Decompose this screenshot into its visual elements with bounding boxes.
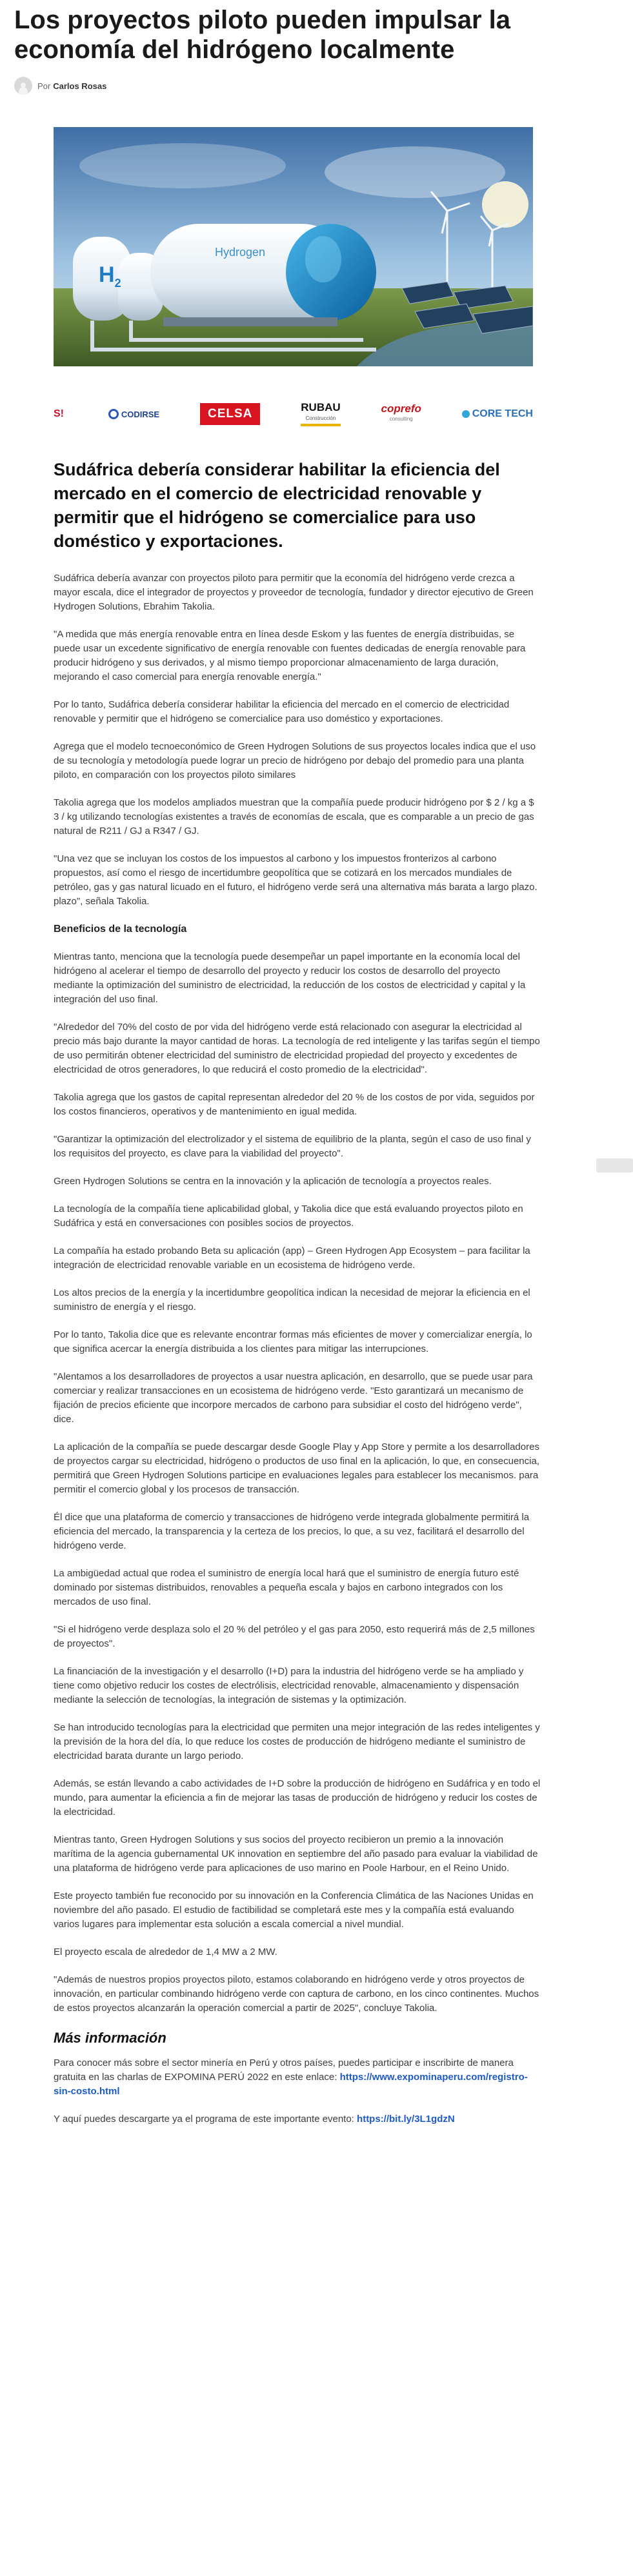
paragraph: Mientras tanto, Green Hydrogen Solutions y sus socios del proyecto recibieron un premio a la innovación marítima de la agencia gubernamental UK innovation en septiembre del año pasado para evaluar la viabilidad de una plataforma de hidrógeno verde para aplicaciones de uso marino en Poole Harbour, en el Reino Unido. — [54, 1834, 538, 1874]
paragraph: Green Hydrogen Solutions se centra en la innovación y la aplicación de tecnología a proyectos reales. — [54, 1176, 492, 1187]
section-heading: Beneficios de la tecnología — [54, 924, 187, 935]
paragraph: Takolia agrega que los modelos ampliados muestran que la compañía puede producir hidrógeno por $ 2 / kg a $ 3 / kg utilizando tecnologías existentes a través de economías de escala, que es comparable a un precio de gas natural de R211 / GJ a R347 / GJ. — [54, 797, 534, 837]
hero-image — [54, 127, 533, 366]
paragraph: "Además de nuestros propios proyectos piloto, estamos colaborando en hidrógeno verde y otros proyectos de innovación, en particular combinando hidrógeno verde con captura de carbono, en los cinco continentes. Muchos de estos proyectos alcanzarán la operación comercial a partir de 2025", concluye Takolia. — [54, 1974, 539, 2014]
hero-tank-label: Hydrogen — [215, 246, 266, 259]
paragraph: La aplicación de la compañía se puede descargar desde Google Play y App Store y permite a los desarrolladores de proyectos cargar su electricidad, hidrógeno o productos de uso final en la aplicación, lo que, en consecuencia, permitirá que Green Hydrogen Solutions participe en evaluaciones legales para establecer los mecanismos. para permitir el comercio global y los procesos de transacción. — [54, 1442, 539, 1495]
paragraph: Takolia agrega que los gastos de capital representan alrededor del 20 % de los costos de por vida, seguidos por los costos financieros, operativos y de mantenimiento en igual medida. — [54, 1092, 535, 1117]
paragraph: Además, se están llevando a cabo actividades de I+D sobre la producción de hidrógeno en Sudáfrica y en todo el mundo, para aumentar la eficiencia a fin de mejorar las tasas de producción de hidrógeno y reducir los costes de la electricidad. — [54, 1778, 541, 1818]
author-avatar — [14, 77, 32, 95]
program-download-link[interactable]: https://bit.ly/3L1gdzN — [357, 2114, 455, 2125]
paragraph: La financiación de la investigación y el desarrollo (I+D) para la industria del hidrógeno verde se ha ampliado y tiene como objetivo reducir los costes de electrólisis, electricidad renovable, almacenamiento y dispensación mediante la selección de tecnologías, la integración de sistemas y la optimización. — [54, 1666, 524, 1705]
paragraph: "Garantizar la optimización del electrolizador y el sistema de equilibrio de la planta, según el caso de uso final y los requisitos del proyecto, es clave para la viabilidad del proyecto". — [54, 1134, 531, 1159]
paragraph: La tecnología de la compañía tiene aplicabilidad global, y Takolia dice que está evaluando proyectos piloto en Sudáfrica y está en conversaciones con posibles socios de proyectos. — [54, 1204, 523, 1229]
paragraph: La compañía ha estado probando Beta su aplicación (app) – Green Hydrogen App Ecosystem – para facilitar la integración de electricidad renovable variable en un ecosistema de hidrógeno verde. — [54, 1245, 530, 1271]
author-name[interactable]: Carlos Rosas — [53, 81, 107, 91]
expomina-registration-link[interactable]: https://www.expominaperu.com/registro-sin-costo.html — [54, 2072, 528, 2097]
sponsor-logo-codirse[interactable]: CODIRSE — [108, 409, 159, 419]
scrollbar-thumb[interactable] — [596, 1158, 633, 1173]
paragraph: "Una vez que se incluyan los costos de los impuestos al carbono y los impuestos fronterizos al carbono propuestos, así como el riesgo de incertidumbre geopolítica que se cotizará en los mercados mundiales de petróleo, gas y gas natural licuado en el futuro, el hidrógeno verde será una alternativa más barata a largo plazo. plazo", señala Takolia. — [54, 853, 538, 907]
byline-prefix: Por — [37, 81, 51, 91]
byline — [14, 76, 106, 95]
codirse-ring-icon — [108, 409, 119, 419]
paragraph: Por lo tanto, Sudáfrica debería considerar habilitar la eficiencia del mercado en el comercio de electricidad renovable y permitir que el hidrógeno se comercialice para uso doméstico y exportaciones. — [54, 699, 510, 724]
sponsor-logo-rubau[interactable]: RUBAU Construcción — [301, 402, 340, 426]
paragraph: "Si el hidrógeno verde desplaza solo el 20 % del petróleo y el gas para 2050, esto requerirá más de 2,5 millones de proyectos". — [54, 1624, 535, 1649]
paragraph: La ambigüedad actual que rodea el suministro de energía local hará que el suministro de energía futuro esté dominado por sistemas distribuidos, renovables a pequeña escala y bajos en carbono integrados con los mercados de uso final. — [54, 1568, 519, 1607]
article-body — [54, 571, 541, 2140]
paragraph: "Alrededor del 70% del costo de por vida del hidrógeno verde está relacionado con asegurar la electricidad al precio más bajo durante la mayor cantidad de horas. La tecnología de red inteligente y las tarifas según el tiempo de uso permitirán obtener electricidad del suministro de electricidad propiedad del proyecto y excedentes de electricidad de otros generadores, lo que reducirá el costo promedio de la electricidad". — [54, 1022, 540, 1075]
download-paragraph: Y aquí puedes descargarte ya el programa de este importante evento: https://bit.ly/3L1gdzN — [54, 2114, 455, 2125]
coretech-dot-icon — [462, 410, 470, 418]
article-title: Los proyectos piloto pueden impulsar la economía del hidrógeno localmente — [14, 6, 511, 64]
more-info-paragraph: Para conocer más sobre el sector minería en Perú y otros países, puedes participar e inscribirte de manera gratuita en las charlas de EXPOMINA PERÚ 2022 en este enlace: https://www.expominaperu.com/registro-sin-costo.html — [54, 2057, 528, 2097]
article-lead: Sudáfrica debería considerar habilitar la eficiencia del mercado en el comercio de electricidad renovable y permitir que el hidrógeno se comercialice para uso doméstico y exportaciones. — [54, 460, 500, 551]
paragraph: Por lo tanto, Takolia dice que es relevante encontrar formas más eficientes de mover y comercializar energía, lo que significa acercar la energía distribuida a los clientes para mitigar las interrupciones. — [54, 1329, 532, 1354]
paragraph: "A medida que más energía renovable entra en línea desde Eskom y las fuentes de energía distribuidas, se puede usar un excedente significativo de energía renovable con fuentes dedicadas de energía renovable para producir hidrógeno y sus derivados, y al mismo tiempo proporcionar almacenamiento de larga duración, mejorando el caso comercial para energía renovable energía." — [54, 629, 526, 682]
paragraph: El proyecto escala de alrededor de 1,4 MW a 2 MW. — [54, 1947, 277, 1957]
sponsor-logo-coretech[interactable]: CORE TECH — [462, 408, 533, 420]
paragraph: Él dice que una plataforma de comercio y transacciones de hidrógeno verde integrada globalmente permitirá la eficiencia del mercado, la transparencia y la certeza de los precios, lo que, a su vez, facilitará el desarrollo del hidrógeno verde. — [54, 1512, 530, 1551]
paragraph: Se han introducido tecnologías para la electricidad que permiten una mejor integración de las redes inteligentes y la previsión de la hora del día, lo que reduce los costes de producción de hidrógeno mediante el suministro de electricidad barata durante un largo periodo. — [54, 1722, 540, 1761]
paragraph: Agrega que el modelo tecnoeconómico de Green Hydrogen Solutions de sus proyectos locales indica que el uso de su tecnología y metodología puede lograr un precio de hidrógeno por debajo del promedio para una planta piloto, en comparación con los proyectos piloto similares — [54, 741, 536, 780]
more-info-heading: Más información — [54, 2030, 166, 2046]
paragraph: Mientras tanto, menciona que la tecnología puede desempeñar un papel importante en la economía local del hidrógeno al acelerar el tiempo de desarrollo del proyecto y reducir los costos de desarrollo del proyecto mediante la optimización del suministro de electricidad, la reducción de los costos de electricidad y capital y la integración del uso final. — [54, 951, 526, 1005]
paragraph: Sudáfrica debería avanzar con proyectos piloto para permitir que la economía del hidrógeno verde crezca a mayor escala, dice el integrador de proyectos y proveedor de tecnología, fundador y director ejecutivo de Green Hydrogen Solutions, Ebrahim Takolia. — [54, 573, 534, 612]
sponsor-logo-coprefo[interactable]: coprefo consulting — [381, 402, 421, 422]
sponsor-logos — [54, 395, 533, 433]
paragraph: Los altos precios de la energía y la incertidumbre geopolítica indican la necesidad de mejorar la eficiencia en el suministro de energía y el riesgo. — [54, 1287, 530, 1313]
sponsor-logo-0[interactable]: S! — [54, 408, 64, 419]
paragraph: "Alentamos a los desarrolladores de proyectos a usar nuestra aplicación, en desarrollo, que se puede usar para comerciar y realizar transacciones en un ecosistema de hidrógeno verde. "Esto garantizará un mecanismo de fijación de precios eficiente que incorpore mercados de carbono para subsidiar el costo del hidrógeno verde", dice. — [54, 1371, 533, 1425]
hero-h2-label: $H_2$ — [99, 263, 121, 290]
paragraph: Este proyecto también fue reconocido por su innovación en la Conferencia Climática de las Naciones Unidas en noviembre del año pasado. El estudio de factibilidad se completará este mes y la compañía está evaluando varios lugares para implementar esta solución a escala comercial a nivel mundial. — [54, 1890, 534, 1930]
sponsor-logo-celsa[interactable]: CELSA — [200, 403, 260, 425]
